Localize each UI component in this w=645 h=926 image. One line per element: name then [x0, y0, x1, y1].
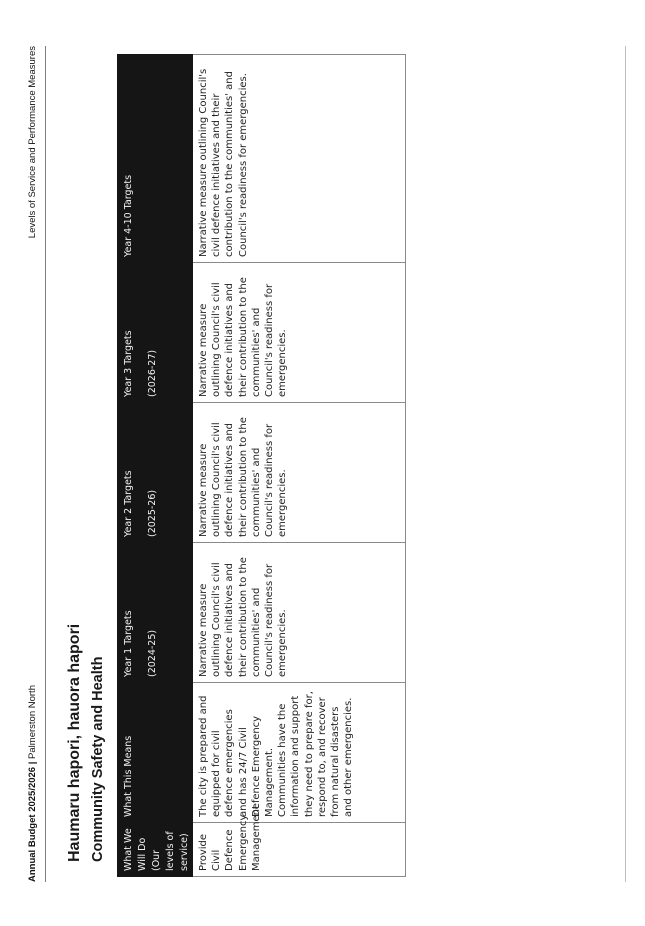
header-rule: [45, 46, 46, 882]
header-label: Year 4-10 Targets: [123, 174, 134, 257]
table-row: [193, 55, 406, 877]
page-edge-rule: [625, 46, 626, 882]
cell-year4-10: Narrative measure outlining Council's civil defence initiatives and their contribution to the communities' and Council's readiness for emergencies.: [193, 55, 406, 263]
header-period: (2024-25): [147, 629, 158, 677]
header-period: (2025-26): [147, 489, 158, 537]
header-separator: |: [27, 761, 38, 765]
header-label: What This Means: [123, 735, 134, 817]
header-period: (2026-27): [147, 349, 158, 397]
doc-title: Annual Budget 2025/2026: [27, 766, 38, 882]
column-header-meaning: [118, 683, 193, 823]
column-header-year1: [118, 543, 193, 683]
column-header-year3: [118, 263, 193, 403]
header-label: Year 1 Targets: [123, 610, 134, 677]
cell-service: Provide Civil Defence Emergency Management: [193, 823, 406, 877]
cell-meaning: The city is prepared and equipped for civil defence emergencies and has 24/7 Civil Defence Emergency Management. Communities have the information and support they need to prepare for, respond to, and recover from natural disasters and other emergencies.: [193, 683, 406, 823]
cell-year1: Narrative measure outlining Council's civil defence initiatives and their contribution to the communities' and Council's readiness for emergencies.: [193, 543, 406, 683]
header-label: What We Will Do (Our levels of service): [123, 828, 190, 871]
section-name: Levels of Service and Performance Measures: [27, 46, 38, 239]
cell-year2: Narrative measure outlining Council's civil defence initiatives and their contribution to the communities' and Council's readiness for emergencies.: [193, 403, 406, 543]
column-header-service: [118, 823, 193, 877]
column-header-year2: [118, 403, 193, 543]
performance-table: [117, 54, 406, 877]
page-header: [0, 0, 60, 926]
header-label: Year 3 Targets: [123, 330, 134, 397]
page-title: Haumaru hapori, hauora hapori: [66, 623, 83, 862]
cell-year3: Narrative measure outlining Council's civil defence initiatives and their contribution to the communities' and Council's readiness for emergencies.: [193, 263, 406, 403]
running-header-left: [27, 685, 38, 882]
column-header-year4-10: [118, 55, 193, 263]
table-header-row: [118, 55, 193, 877]
page-subtitle: Community Safety and Health: [90, 656, 106, 862]
header-label: Year 2 Targets: [123, 470, 134, 537]
city-name: Palmerston North: [27, 685, 38, 759]
